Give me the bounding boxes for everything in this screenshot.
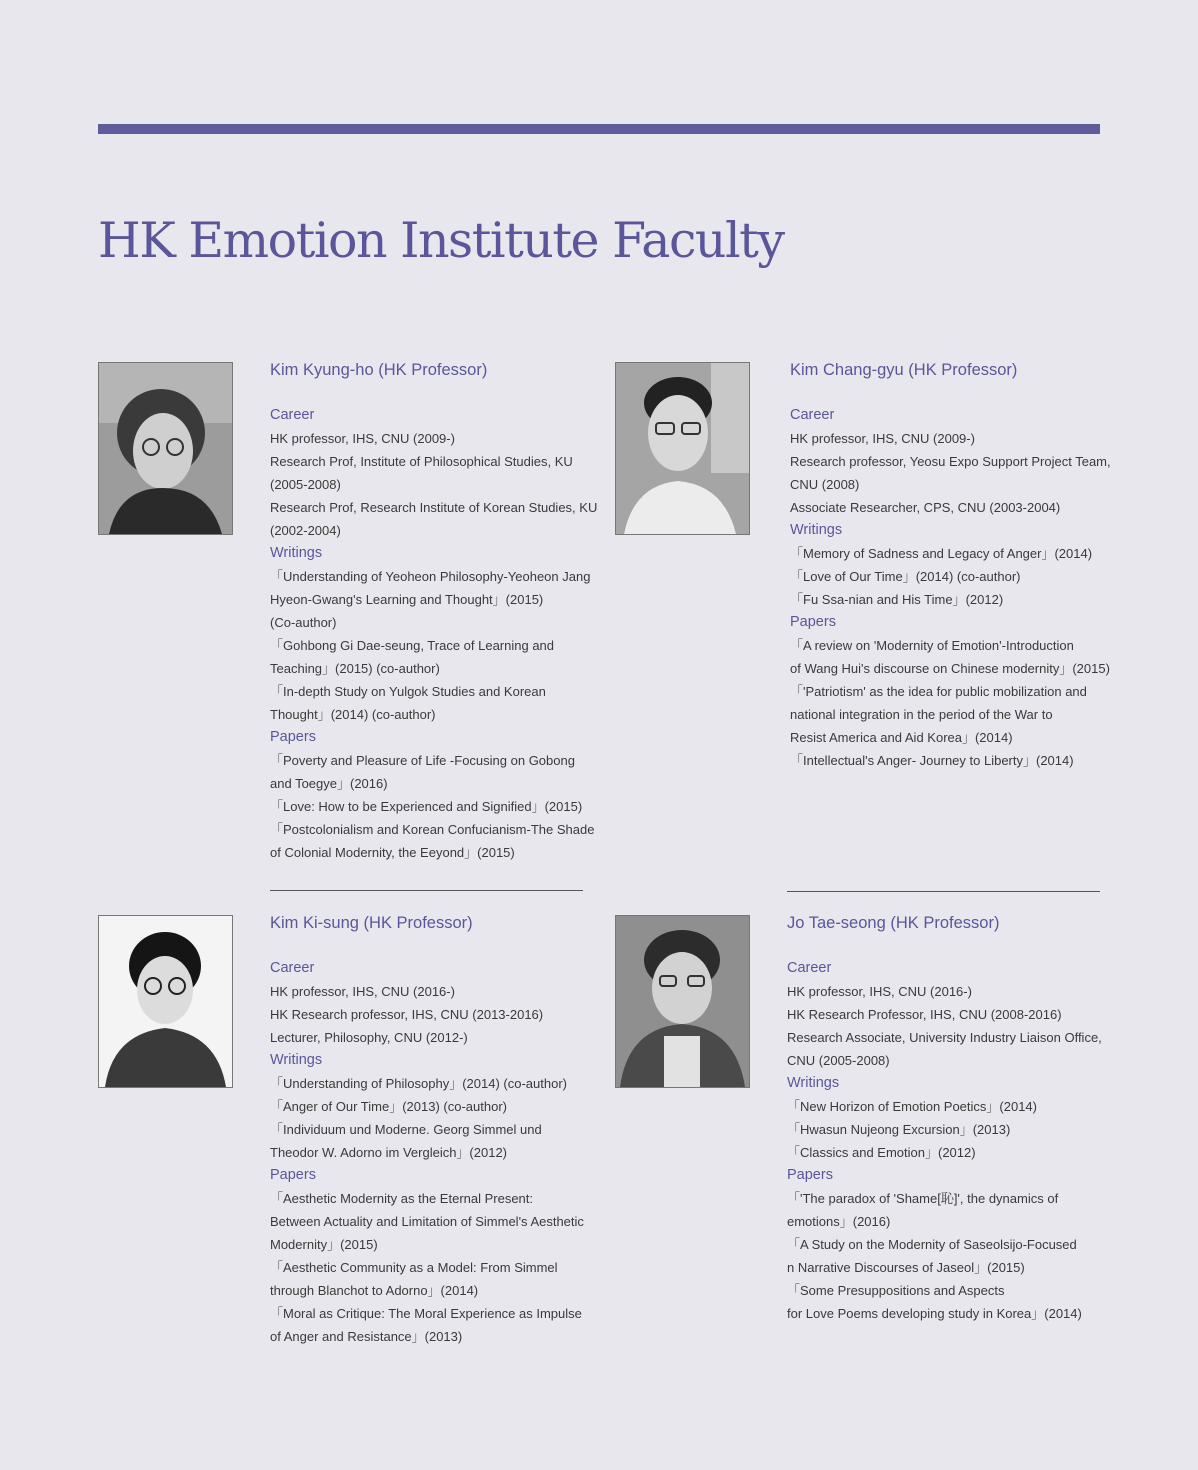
entry-line: for Love Poems developing study in Korea」(2014) xyxy=(787,1306,1082,1321)
entry-line: HK professor, IHS, CNU (2016-) xyxy=(787,984,972,999)
entry-line: of Colonial Modernity, the Eeyond」(2015) xyxy=(270,845,515,860)
entry-line: Modernity」(2015) xyxy=(270,1237,378,1252)
entry-line: n Narrative Discourses of Jaseol」(2015) xyxy=(787,1260,1025,1275)
faculty-name: Jo Tae-seong (HK Professor) xyxy=(787,914,1000,932)
entry-line: of Wang Hui's discourse on Chinese modernity」(2015) xyxy=(790,661,1110,676)
entry-line: 「New Horizon of Emotion Poetics」(2014) xyxy=(787,1099,1037,1114)
entry-line: 「Aesthetic Modernity as the Eternal Present: xyxy=(270,1191,534,1206)
entry-line: Research Associate, University Industry Liaison Office, xyxy=(787,1030,1102,1045)
entry-line: 「Intellectual's Anger- Journey to Liberty」(2014) xyxy=(790,753,1074,768)
entry-line: 「Some Presuppositions and Aspects xyxy=(787,1283,1005,1298)
entry-line: CNU (2008) xyxy=(790,477,860,492)
entry-line: Associate Researcher, CPS, CNU (2003-2004) xyxy=(790,500,1061,515)
entry-line: Resist America and Aid Korea」(2014) xyxy=(790,730,1013,745)
entry-line: CNU (2005-2008) xyxy=(787,1053,890,1068)
section-heading-writings: Writings xyxy=(270,1052,323,1068)
faculty-name: Kim Ki-sung (HK Professor) xyxy=(270,914,473,932)
entry-line: (2005-2008) xyxy=(270,477,341,492)
entry-line: of Anger and Resistance」(2013) xyxy=(270,1329,463,1344)
entry-line: 「Classics and Emotion」(2012) xyxy=(787,1145,976,1160)
section-heading-writings: Writings xyxy=(787,1075,840,1091)
header-accent-bar xyxy=(98,124,1100,134)
faculty-card-jo-tae-seong xyxy=(787,911,1102,1325)
page-title: HK Emotion Institute Faculty xyxy=(98,212,784,269)
entry-line: (2002-2004) xyxy=(270,523,341,538)
entry-line: Between Actuality and Limitation of Simmel's Aesthetic xyxy=(270,1214,584,1229)
entry-line: 「Aesthetic Community as a Model: From Simmel xyxy=(270,1260,558,1275)
entry-line: 「Moral as Critique: The Moral Experience as Impulse xyxy=(270,1306,582,1321)
entry-line: Hyeon-Gwang's Learning and Thought」(2015) xyxy=(270,592,544,607)
entry-line: 「Gohbong Gi Dae-seung, Trace of Learning and xyxy=(270,638,555,653)
section-heading-writings: Writings xyxy=(790,522,843,538)
entry-line: Thought」(2014) (co-author) xyxy=(270,707,436,722)
section-heading-papers: Papers xyxy=(270,1167,316,1183)
entry-line: Lecturer, Philosophy, CNU (2012-) xyxy=(270,1030,468,1045)
entry-line: 「'The paradox of 'Shame[恥]', the dynamics of xyxy=(787,1191,1059,1206)
entry-line: 「A Study on the Modernity of Saseolsijo-Focused xyxy=(787,1237,1077,1252)
entry-line: Research Prof, Institute of Philosophical Studies, KU xyxy=(270,454,573,469)
entry-line: HK Research professor, IHS, CNU (2013-2016) xyxy=(270,1007,544,1022)
entry-line: and Toegye」(2016) xyxy=(270,776,388,791)
faculty-photo-kim-chang-gyu xyxy=(615,362,750,535)
entry-line: HK professor, IHS, CNU (2009-) xyxy=(270,431,455,446)
entry-line: 「Understanding of Yeoheon Philosophy-Yeoheon Jang xyxy=(270,569,591,584)
entry-line: 「Memory of Sadness and Legacy of Anger」(2014) xyxy=(790,546,1093,561)
entry-line: 「'Patriotism' as the idea for public mobilization and xyxy=(790,684,1087,699)
entry-line: HK Research Professor, IHS, CNU (2008-2016) xyxy=(787,1007,1062,1022)
faculty-photo-kim-kyung-ho xyxy=(98,362,233,535)
entry-line: 「A review on 'Modernity of Emotion'-Introduction xyxy=(790,638,1074,653)
entry-line: through Blanchot to Adorno」(2014) xyxy=(270,1283,479,1298)
entry-line: emotions」(2016) xyxy=(787,1214,891,1229)
entry-line: Research professor, Yeosu Expo Support Project Team, xyxy=(790,454,1111,469)
section-heading-papers: Papers xyxy=(270,729,316,745)
entry-line: 「Poverty and Pleasure of Life -Focusing on Gobong xyxy=(270,753,575,768)
entry-line: 「Understanding of Philosophy」(2014) (co-author) xyxy=(270,1076,567,1091)
faculty-name: Kim Kyung-ho (HK Professor) xyxy=(270,361,488,379)
entry-line: 「Love of Our Time」(2014) (co-author) xyxy=(790,569,1021,584)
section-heading-writings: Writings xyxy=(270,545,323,561)
faculty-card-kim-ki-sung xyxy=(270,911,585,1348)
entry-line: Theodor W. Adorno im Vergleich」(2012) xyxy=(270,1145,508,1160)
section-heading-career: Career xyxy=(270,407,315,423)
entry-line: Research Prof, Research Institute of Korean Studies, KU xyxy=(270,500,598,515)
section-divider xyxy=(270,890,583,891)
entry-line: 「Anger of Our Time」(2013) (co-author) xyxy=(270,1099,507,1114)
entry-line: national integration in the period of the War to xyxy=(790,707,1053,722)
section-divider xyxy=(787,891,1100,892)
faculty-card-kim-chang-gyu xyxy=(790,358,1111,772)
entry-line: 「Love: How to be Experienced and Signified」(2015) xyxy=(270,799,583,814)
entry-line: HK professor, IHS, CNU (2016-) xyxy=(270,984,455,999)
entry-line: 「Postcolonialism and Korean Confucianism-The Shade xyxy=(270,822,595,837)
entry-line: 「Individuum und Moderne. Georg Simmel und xyxy=(270,1122,542,1137)
section-heading-papers: Papers xyxy=(787,1167,833,1183)
entry-line: (Co-author) xyxy=(270,615,337,630)
faculty-card-kim-kyung-ho xyxy=(270,358,598,864)
section-heading-career: Career xyxy=(270,960,315,976)
section-heading-papers: Papers xyxy=(790,614,836,630)
faculty-name: Kim Chang-gyu (HK Professor) xyxy=(790,361,1018,379)
entry-line: 「Fu Ssa-nian and His Time」(2012) xyxy=(790,592,1004,607)
entry-line: 「In-depth Study on Yulgok Studies and Korean xyxy=(270,684,546,699)
entry-line: 「Hwasun Nujeong Excursion」(2013) xyxy=(787,1122,1011,1137)
faculty-photo-jo-tae-seong xyxy=(615,915,750,1088)
entry-line: HK professor, IHS, CNU (2009-) xyxy=(790,431,975,446)
section-heading-career: Career xyxy=(790,407,835,423)
entry-line: Teaching」(2015) (co-author) xyxy=(270,661,440,676)
faculty-photo-kim-ki-sung xyxy=(98,915,233,1088)
section-heading-career: Career xyxy=(787,960,832,976)
